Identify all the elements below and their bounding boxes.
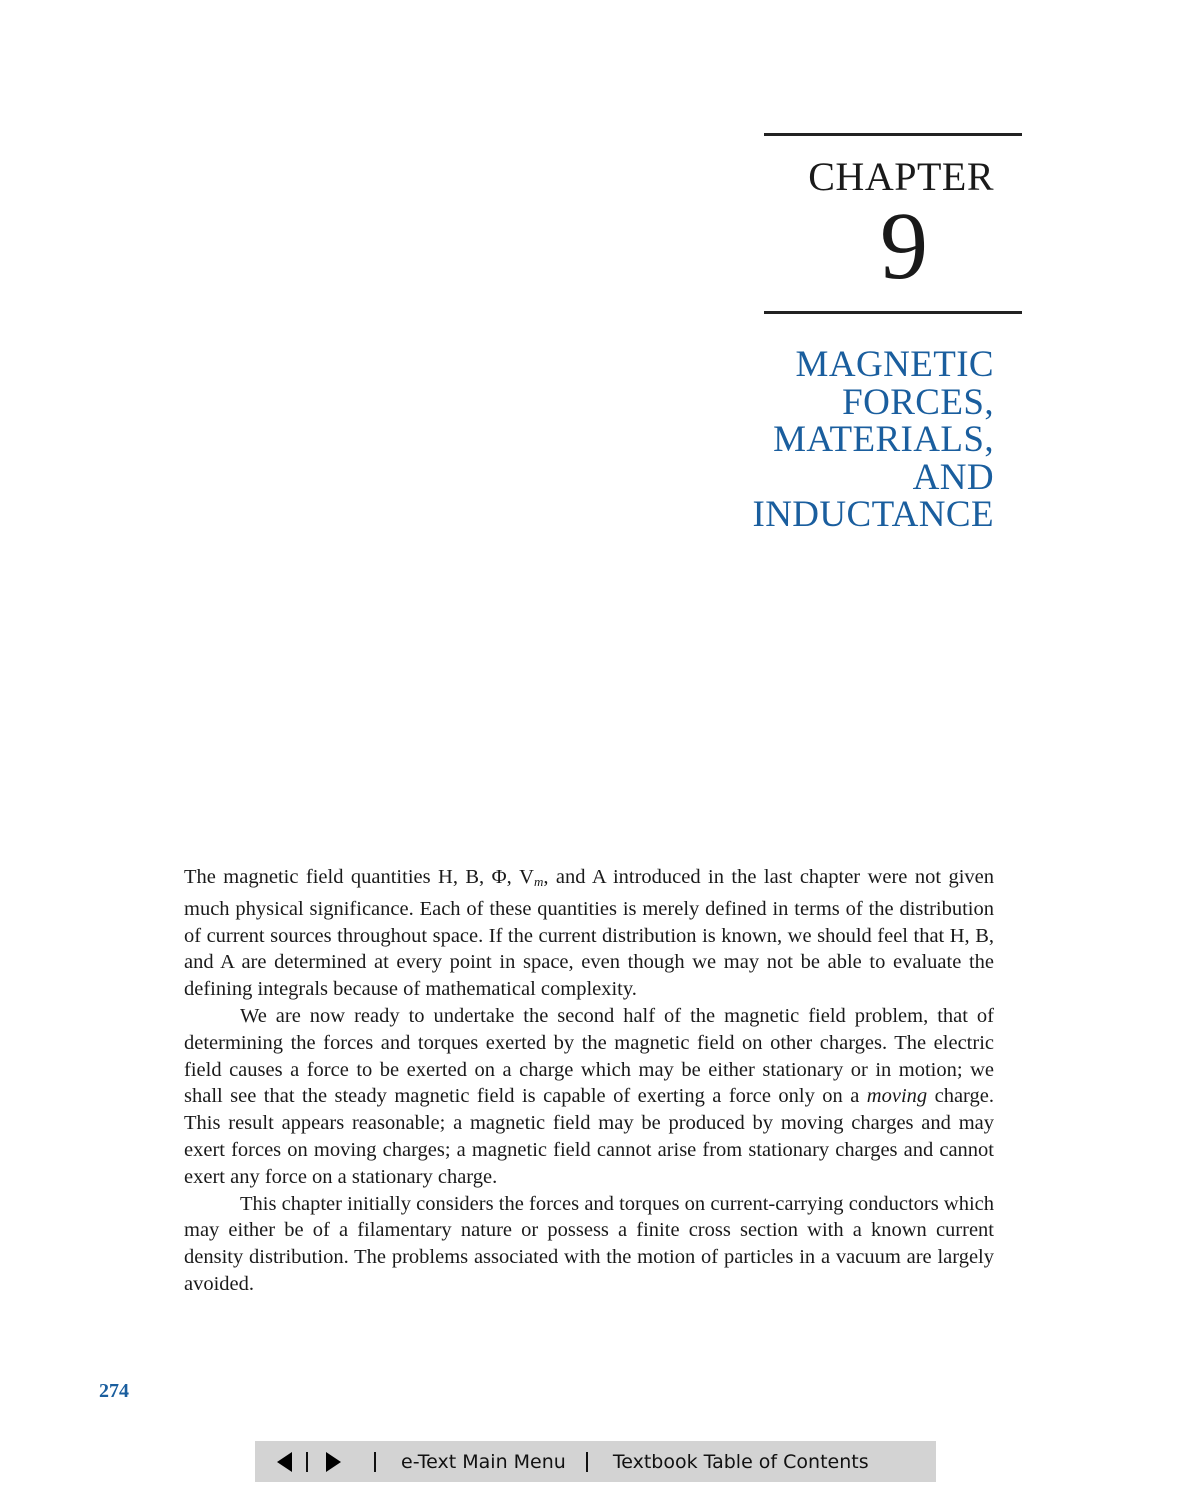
textbook-table-of-contents-link[interactable]: Textbook Table of Contents [612, 1450, 869, 1473]
paragraph-text: charge. This result appears reasonable; a magnetic field may be produced by moving charges and may exert forces on moving charges; a magnetic field cannot arise from stationary charges and cannot exert any force on a stationary charge. [184, 1085, 994, 1188]
paragraph-text: The magnetic field quantities H, B, Φ, V [184, 866, 534, 888]
chapter-title-line: FORCES, [842, 381, 994, 423]
triangle-right-icon [326, 1452, 341, 1472]
next-page-button[interactable] [326, 1452, 341, 1472]
etext-main-menu-link[interactable]: e-Text Main Menu [401, 1450, 566, 1473]
paragraph-1 [184, 864, 994, 1003]
chapter-top-rule [764, 133, 1022, 136]
etext-navigation-bar [255, 1441, 936, 1482]
chapter-title-line: AND [912, 456, 994, 498]
paragraph-text: We are now ready to undertake the second half of the magnetic field problem, that of determining the forces and torques exerted by the magnetic field on other charges. The electric field causes a force to be exerted on a charge which may be either stationary or in motion; we shall see that the steady magnetic field is capable of exerting a force only on a [184, 1004, 994, 1108]
chapter-number: 9 [880, 192, 928, 299]
nav-separator [586, 1452, 588, 1472]
emphasis-moving: moving [866, 1085, 928, 1108]
paragraph-3: This chapter initially considers the forces and torques on current-carrying conductors which may either be of a filamentary nature or possess a finite cross section with a known current density distribution. The problems associated with the motion of particles in a vacuum are largely avoided. [184, 1192, 994, 1295]
previous-page-button[interactable] [277, 1452, 292, 1472]
page-number: 274 [99, 1380, 129, 1402]
triangle-left-icon [277, 1452, 292, 1472]
chapter-title-line: INDUCTANCE [752, 494, 994, 535]
paragraph-2 [184, 1003, 994, 1191]
chapter-intro-text [184, 864, 994, 1298]
nav-separator [306, 1452, 308, 1472]
nav-separator [374, 1452, 376, 1472]
chapter-title-line: MAGNETIC [795, 344, 994, 385]
subscript-m: m [533, 874, 544, 889]
chapter-bottom-rule [764, 311, 1022, 314]
paragraph-text: , and A introduced in the last chapter were not given much physical significance. Each of these quantities is merely defined in terms of the distribution of current sources throughout space. If the current distribution is known, we should feel that H, B, and A are determined at every point in space, even though we may not be able to evaluate the defining integrals because of mathematical complexity. [184, 866, 995, 1001]
chapter-label: CHAPTER [808, 154, 994, 199]
chapter-title-line: MATERIALS, [773, 419, 994, 460]
chapter-title [600, 346, 994, 534]
